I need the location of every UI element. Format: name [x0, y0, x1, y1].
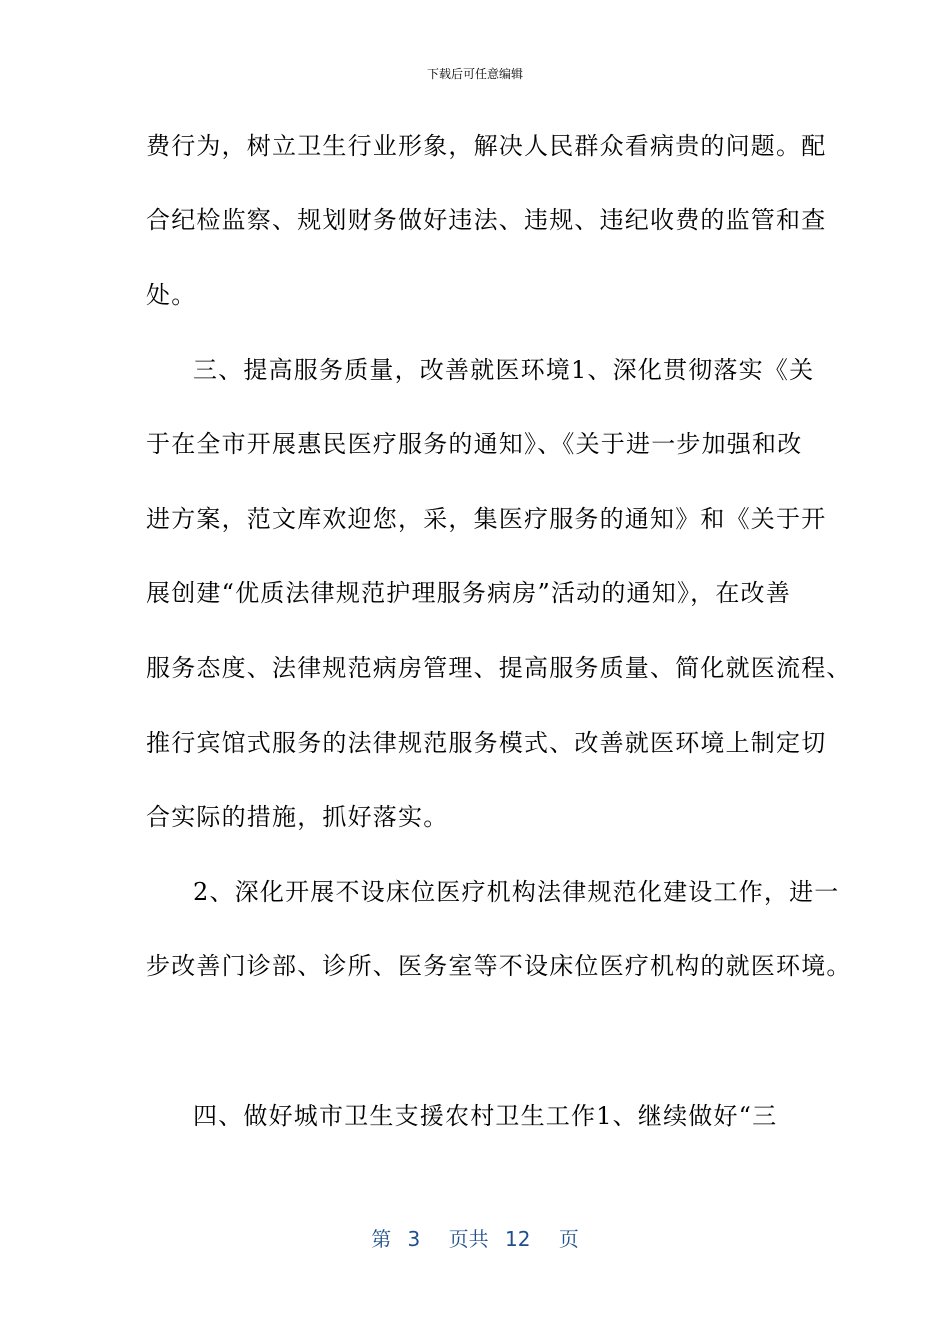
body-line-3: 处。 [146, 281, 197, 309]
body-line-12: 步改善门诊部、诊所、医务室等不设床位医疗机构的就医环境。 [146, 952, 852, 980]
body-line-8: 服务态度、法律规范病房管理、提高服务质量、简化就医流程、 [146, 654, 852, 682]
body-line-7: 展创建“优质法律规范护理服务病房”活动的通知》，在改善 [146, 579, 791, 607]
page-footer [0, 1226, 950, 1252]
section-3-heading-line: 三、提高服务质量，改善就医环境1、深化贯彻落实《关 [193, 356, 815, 384]
footer-current-page: 3 [407, 1227, 421, 1251]
body-line-9: 推行宾馆式服务的法律规范服务模式、改善就医环境上制定切 [146, 729, 827, 757]
body-line-10: 合实际的措施，抓好落实。 [146, 803, 449, 831]
footer-suffix: 页 [558, 1227, 579, 1251]
body-line-6: 进方案，范文库欢迎您，采，集医疗服务的通知》和《关于开 [146, 505, 827, 533]
footer-total-pages: 12 [505, 1227, 531, 1251]
footer-middle: 页共 [448, 1227, 489, 1251]
footer-prefix: 第 [371, 1227, 392, 1251]
body-line-2: 合纪检监察、规划财务做好违法、违规、违纪收费的监管和查 [146, 206, 827, 234]
body-line-5: 于在全市开展惠民医疗服务的通知》、《关于进一步加强和改 [146, 430, 803, 458]
body-line-1: 费行为，树立卫生行业形象，解决人民群众看病贵的问题。配 [146, 132, 827, 160]
item-2-line: 2、深化开展不设床位医疗机构法律规范化建设工作，进一 [193, 878, 840, 906]
header-note: 下载后可任意编辑 [426, 67, 523, 81]
section-4-heading-line: 四、做好城市卫生支援农村卫生工作1、继续做好“三 [193, 1102, 778, 1130]
